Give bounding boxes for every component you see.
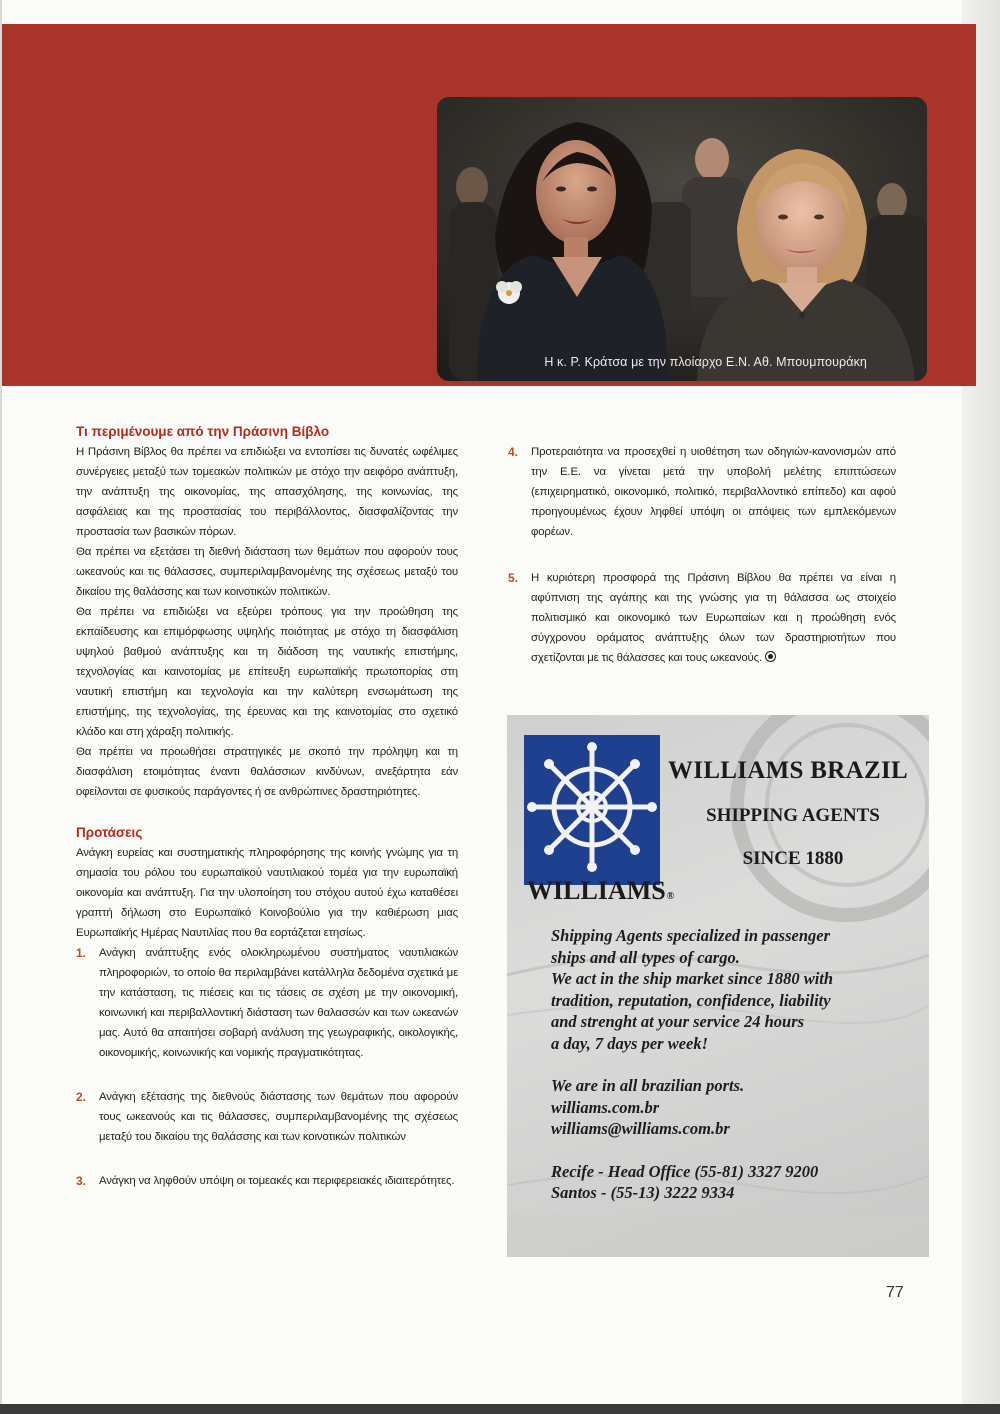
list-item-text: Ανάγκη εξέτασης της διεθνούς διάστασης των θεμάτων που αφορούν τους ωκεανούς και τις θάλασσες, συμπεριλαμβανομένης της σχέσεως μεταξύ του δικαίου της θαλάσσης και των κοινοτικών πολιτικών	[99, 1091, 458, 1143]
paragraph: Θα πρέπει να προωθήσει στρατηγικές με σκοπό την πρόληψη και τη διασφάλιση ετοιμότητας έναντι θαλάσσιων κινδύνων, ανεξάρτητα εάν οφείλονται σε φυσικούς παράγοντες ή σε ανθρώπινες δραστηριότητες.	[76, 746, 458, 798]
list-item-text	[531, 568, 896, 668]
section-heading-expectations: Τι περιμένουμε από την Πράσινη Βίβλο	[76, 424, 330, 439]
list-item	[76, 1171, 458, 1191]
ad-title: WILLIAMS BRAZIL	[668, 757, 908, 784]
list-number: 5.	[508, 571, 519, 585]
section-heading-proposals: Προτάσεις	[76, 825, 143, 840]
page-bottom-shadow	[0, 1404, 1000, 1414]
list-number: 2.	[76, 1090, 87, 1104]
list-item-text-content: Η κυριότερη προσφορά της Πράσινη Βίβλου θα πρέπει να είναι η αφύπνιση της αγάπης και της γνώσης για τη θάλασσα ως στοιχείο πολιτισμικό και οικονομικό των Ευρωπαίων και η προώθηση ενός σύγχρονου οράματος ανάπτυξης όλων των δραστηριοτήτων που σχετίζονται με τις θάλασσες και τους ωκεανούς.	[531, 572, 896, 664]
ad-line: and strenght at your service 24 hours	[551, 1012, 805, 1031]
ad-line: a day, 7 days per week!	[551, 1033, 709, 1053]
ad-line: Shipping Agents specialized in passenger	[551, 926, 831, 945]
ad-line: We are in all brazilian ports.	[551, 1076, 745, 1095]
list-item	[76, 1087, 458, 1147]
photo-caption: Η κ. Ρ. Κράτσα με την πλοίαρχο Ε.Ν. Αθ. Μπουμπουράκη	[544, 355, 867, 369]
ad-line: We act in the ship market since 1880 with	[551, 969, 834, 988]
photo-illustration	[437, 97, 927, 381]
paragraph: Θα πρέπει να επιδιώξει να εξεύρει τρόπους για την προώθηση της εκπαίδευσης και επιμόρφωσης υψηλής ποιότητας με στόχο τη διασφάλιση υψηλού βαθμού ανάπτυξης και τη διάδοση της ναυτικής επιστήμης, τεχνολογίας και καινοτομίας με επίτευξη ευρωπαϊκής πρωτοπορίας στη ναυτική επιστήμη και τεχνολογία και την καλύτερη ενσωμάτωση της επιστήμης, της τεχνολογίας, της έρευνας και της καινοτομίας στο σχετικό κλάδο και στη χάραξη πολιτικής.	[76, 606, 458, 738]
left-column	[76, 424, 458, 1191]
ad-website: williams.com.br	[551, 1097, 660, 1117]
ad-line: tradition, reputation, confidence, liability	[551, 990, 831, 1010]
end-mark-icon	[765, 651, 776, 662]
list-item	[508, 568, 896, 668]
ad-since: SINCE 1880	[742, 848, 844, 869]
list-item	[508, 442, 896, 542]
page-number: 77	[886, 1284, 904, 1301]
ad-body	[551, 925, 927, 1204]
ad-brand-name	[527, 876, 674, 906]
list-item-text: Προτεραιότητα να προσεχθεί η υιοθέτηση των οδηγιών-κανονισμών από την Ε.Ε. να γίνεται μετά την υποβολή μελέτης επιπτώσεων (επιχειρηματικό, οικονομικό, πολιτικό, περιβαλλοντικό επίπεδο) και αφού προηγουμένως έχουν ληφθεί υπόψη οι απόψεις των εμπλεκόμενων φορέων.	[531, 446, 896, 538]
list-number: 4.	[508, 445, 519, 459]
ad-line: ships and all types of cargo.	[551, 947, 740, 967]
ad-phone-santos: Santos - (55-13) 3222 9334	[551, 1183, 735, 1202]
event-photo	[437, 97, 927, 381]
ad-email: williams@williams.com.br	[551, 1119, 730, 1138]
registered-mark: ®	[666, 891, 675, 902]
list-item-text: Ανάγκη να ληφθούν υπόψη οι τομεακές και περιφερειακές ιδιαιτερότητες.	[99, 1175, 455, 1187]
brand-text: WILLIAMS	[527, 876, 666, 905]
list-item	[76, 943, 458, 1063]
ad-phone-recife: Recife - Head Office (55-81) 3327 9200	[551, 1161, 819, 1181]
list-number: 1.	[76, 946, 87, 960]
advertisement-williams-brazil	[507, 715, 929, 1257]
paragraph: Θα πρέπει να εξετάσει τη διεθνή διάσταση των θεμάτων που αφορούν τους ωκεανούς και τις θάλασσες, συμπεριλαμβανομένης της σχέσεως μεταξύ του δικαίου της θαλάσσης και των κοινοτικών πολιτικών.	[76, 546, 458, 598]
ship-wheel-icon	[524, 735, 660, 885]
paragraph: Η Πράσινη Βίβλος θα πρέπει να επιδιώξει να εντοπίσει τις δυνατές ωφέλιμες συνέργειες μεταξύ των τομεακών πολιτικών με στόχο την αειφόρο ανάπτυξη, την ανάπτυξη της οικονομίας, της απασχόλησης, της κοινωνίας, της ασφάλειας και της προστασίας του περιβάλλοντος, διασφαλίζοντας την προστασία των βασικών πόρων.	[76, 446, 458, 538]
list-number: 3.	[76, 1174, 87, 1188]
right-column	[508, 442, 896, 668]
ship-wheel-logo	[524, 735, 660, 885]
list-item-text: Ανάγκη ανάπτυξης ενός ολοκληρωμένου συστήματος ναυτιλιακών πληροφοριών, το οποίο θα περιλαμβάνει κατάλληλα δεδομένα σχετικά με την κατάσταση, τις πιέσεις και τις τάσεις σε σχέση με την οικονομική, κοινωνική και περιβαλλοντική διάσταση των θαλασσών και των ωκεανών μας. Αυτό θα απαιτήσει σοβαρή ανάλυση της γεωγραφικής, οικολογικής, οικονομικής, κοινωνικής και νομικής πραγματικότητας.	[99, 947, 458, 1059]
ad-subtitle: SHIPPING AGENTS	[706, 805, 880, 826]
proposals-intro: Ανάγκη ευρείας και συστηματικής πληροφόρησης της κοινής γνώμης για τη σημασία του ρόλου του ευρωπαϊκού ναυτιλιακού τομέα για την ευρωπαϊκή οικονομία και ανάπτυξη. Για την υλοποίηση του στόχου αυτού έχω καταθέσει γραπτή δήλωση στο Ευρωπαϊκό Κοινοβούλιο για την καθιέρωση μιας Ευρωπαϊκής Ημέρας Ναυτιλίας που θα εορτάζεται ετησίως.	[76, 847, 458, 939]
